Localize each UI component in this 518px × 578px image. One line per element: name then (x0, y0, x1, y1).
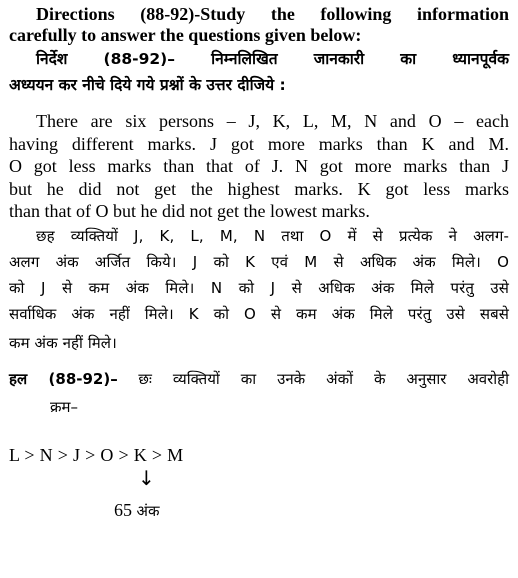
passage-en-line: than that of O but he did not get the lowest marks. (9, 201, 370, 221)
down-arrow-icon: ↓ (138, 466, 155, 490)
directions-heading-en-line2: carefully to answer the questions given below: (9, 25, 362, 45)
passage-hi-line: सर्वाधिक अंक नहीं मिले। K को O से कम अंक मिले परंतु उसे सबसे (9, 305, 509, 323)
passage-hi-line: को J से कम अंक मिले। N को J से अधिक अंक मिले परंतु उसे (9, 279, 509, 297)
passage-en-line: O got less marks than that of J. N got more marks than J (9, 156, 509, 176)
passage-en-line: having different marks. J got more marks than K and M. (9, 134, 509, 154)
passage-en-line: but he did not get the highest marks. K got less marks (9, 179, 509, 199)
passage-hi-line: छह व्यक्तियों J, K, L, M, N तथा O में से प्रत्येक ने अलग- (36, 227, 509, 245)
directions-heading-hi-line1: निर्देश (88-92)– निम्नलिखित जानकारी का ध्यानपूर्वक (36, 50, 509, 68)
directions-heading-hi-line2: अध्ययन कर नीचे दिये गये प्रश्नों के उत्तर दीजिये : (9, 76, 286, 94)
descending-order: L > N > J > O > K > M (9, 445, 184, 465)
solution-text-line2: क्रम– (50, 398, 78, 416)
marks-note (114, 500, 159, 521)
solution-line1 (9, 367, 509, 390)
marks-value: 65 (114, 500, 132, 520)
passage-hi-line: कम अंक नहीं मिले। (9, 334, 117, 352)
solution-text: छः व्यक्तियों का उनके अंकों के अनुसार अवरोही (138, 370, 509, 388)
passage-en-line: There are six persons – J, K, L, M, N and O – each (36, 111, 509, 131)
solution-label: हल (88-92)– (9, 370, 118, 388)
passage-hi-line: अलग अंक अर्जित किये। J को K एवं M से अधिक अंक मिले। O (9, 253, 509, 271)
directions-heading-en-line1: Directions (88-92)-Study the following information (36, 4, 509, 24)
marks-unit: अंक (136, 502, 160, 520)
